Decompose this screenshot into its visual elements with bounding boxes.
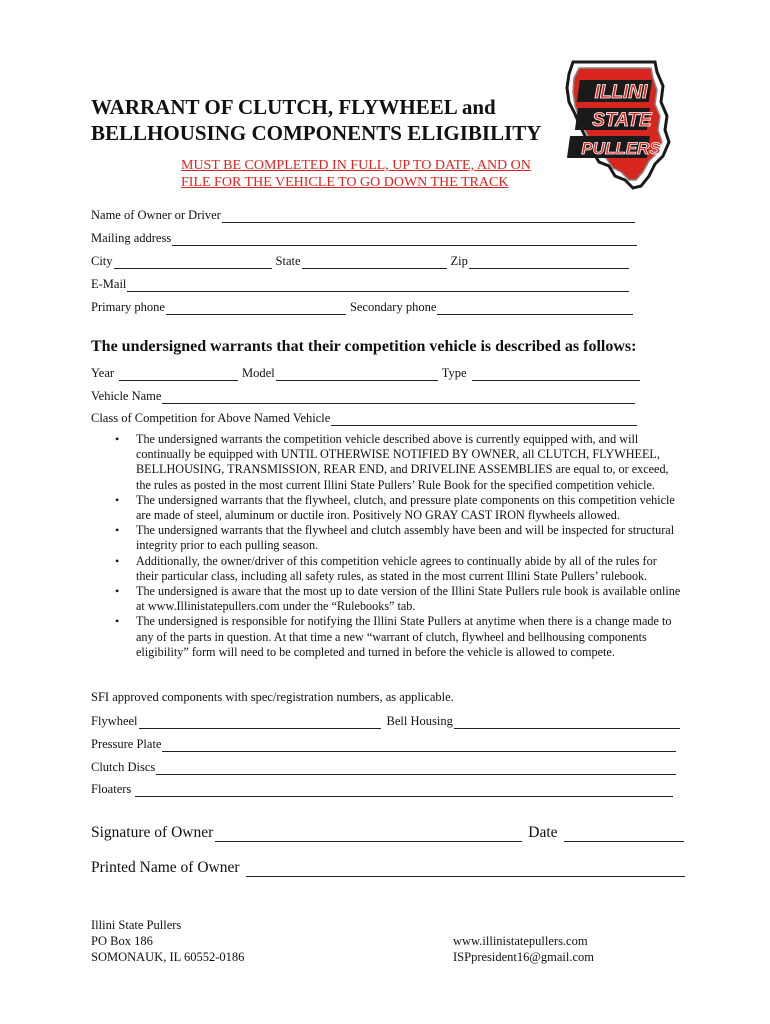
phone-row (91, 299, 633, 315)
flywheel-label: Flywheel (91, 714, 138, 728)
model-field[interactable] (276, 368, 438, 381)
mailing-address-label: Mailing address (91, 231, 172, 245)
clutch-discs-field[interactable] (156, 762, 676, 775)
logo-word-state: STATE (592, 110, 652, 131)
warranty-term-text: Additionally, the owner/driver of this competition vehicle agrees to continually abide by all of the rules for their particular class, including all safety rules, as stated in the most current Illini State Pullers’ rulebook. (136, 553, 657, 583)
footer-contact (453, 933, 594, 965)
city-label: City (91, 254, 113, 268)
mailing-address-row (91, 230, 637, 246)
bell-housing-group (387, 714, 680, 729)
email-field[interactable] (127, 279, 629, 292)
warranty-term (112, 432, 682, 493)
clutch-discs-label: Clutch Discs (91, 760, 156, 774)
warranty-term-text: The undersigned warrants the competition vehicle described above is currently equipped with, and will continually be equipped with UNTIL OTHERWISE NOTIFIED BY OWNER, all CLUTCH, FLYWHEEL, BELLHOUSING, TRANSMISSION, REAR END, and DRIVELINE ASSEMBLIES are equal to, or exceed, the rules as posted in the most current Illini State Pullers’ Rule Book for the specified competition vehicle. (136, 432, 669, 492)
city-group (91, 254, 272, 269)
competition-class-row (91, 410, 637, 426)
illinois-state-logo-graphic (559, 58, 677, 190)
date-label: Date (528, 824, 558, 841)
pressure-plate-field[interactable] (162, 739, 676, 752)
footer-website-link[interactable]: www.illinistatepullers.com (453, 934, 588, 948)
vehicle-name-label: Vehicle Name (91, 389, 162, 403)
state-field[interactable] (302, 256, 447, 269)
footer-org: Illini State Pullers (91, 918, 182, 932)
footer-email-link[interactable]: ISPpresident16@gmail.com (453, 950, 595, 964)
model-label: Model (242, 366, 275, 380)
secondary-phone-group (350, 300, 633, 315)
email-label: E-Mail (91, 277, 127, 291)
state-label: State (275, 254, 301, 268)
footer-address (91, 917, 244, 965)
footer-po-box: PO Box 186 (91, 934, 153, 948)
city-field[interactable] (114, 256, 272, 269)
date-field[interactable] (564, 825, 684, 842)
vehicle-name-row (91, 388, 635, 404)
bell-housing-field[interactable] (454, 716, 680, 729)
bell-housing-label: Bell Housing (386, 714, 453, 728)
signature-group (91, 824, 522, 842)
warranty-term-text: The undersigned is responsible for notifying the Illini State Pullers at anytime when there is a change made to any of the parts in question. At that time a new “warrant of clutch, flywheel and bellhousing components eligibility” form will need to be completed and turned in before the vehicle is allowed to compete. (136, 614, 672, 659)
competition-class-field[interactable] (331, 413, 637, 426)
notice-line-1: MUST BE COMPLETED IN FULL, UP TO DATE, AND ON (181, 158, 531, 173)
printed-name-row (91, 857, 685, 877)
warranty-term (112, 584, 682, 614)
logo-word-pullers: PULLERS (581, 139, 661, 158)
vehicle-section-heading: The undersigned warrants that their competition vehicle is described as follows: (91, 338, 637, 355)
title-line-1: WARRANT OF CLUTCH, FLYWHEEL and (91, 95, 496, 119)
bullet-icon: • (115, 432, 120, 446)
type-group (442, 366, 640, 381)
warranty-term-text: The undersigned is aware that the most up to date version of the Illini State Pullers rule book is available online at www.Illinistatepullers.com under the “Rulebooks” tab. (136, 584, 681, 614)
state-group (276, 254, 447, 269)
floaters-label: Floaters (91, 782, 132, 796)
floaters-field[interactable] (135, 784, 673, 797)
signature-row (91, 822, 684, 842)
owner-name-label: Name of Owner or Driver (91, 208, 221, 222)
city-state-zip-row (91, 253, 629, 269)
bullet-icon: • (115, 492, 120, 507)
year-field[interactable] (119, 368, 238, 381)
zip-group (451, 254, 629, 269)
owner-name-row (91, 207, 635, 223)
pressure-plate-row (91, 736, 676, 752)
logo-word-illini: ILLINI (594, 82, 648, 103)
warranty-term (112, 493, 682, 523)
title-line-2: BELLHOUSING COMPONENTS ELIGIBILITY (91, 121, 542, 145)
warranty-term-text: The undersigned warrants that the flywheel, clutch, and pressure plate components on this competition vehicle are made of steel, aluminum or ductile iron. Positively NO GRAY CAST IRON flywheels allowed. (136, 492, 675, 523)
primary-phone-group (91, 300, 346, 315)
clutch-discs-row (91, 759, 676, 775)
model-group (242, 366, 438, 381)
printed-name-field[interactable] (246, 860, 685, 877)
signature-field[interactable] (215, 825, 522, 842)
zip-field[interactable] (469, 256, 629, 269)
bullet-icon: • (115, 584, 120, 599)
document-title (91, 94, 541, 146)
flywheel-field[interactable] (139, 716, 381, 729)
competition-class-label: Class of Competition for Above Named Vehicle (91, 411, 331, 425)
flywheel-bellhousing-row (91, 713, 680, 729)
sfi-intro: SFI approved components with spec/registration numbers, as applicable. (91, 690, 454, 704)
warranty-term-text: The undersigned warrants that the flywheel and clutch assembly have been and will be inspected for structural integrity prior to each pulling season. (136, 523, 675, 553)
secondary-phone-label: Secondary phone (349, 300, 437, 314)
floaters-row (91, 781, 673, 797)
type-label: Type (441, 366, 467, 380)
primary-phone-field[interactable] (166, 302, 346, 315)
date-group (528, 824, 683, 842)
year-model-type-row (91, 365, 640, 381)
printed-name-label: Printed Name of Owner (91, 859, 240, 876)
warranty-terms-list (112, 432, 682, 660)
email-row (91, 276, 629, 292)
type-field[interactable] (472, 368, 640, 381)
zip-label: Zip (450, 254, 468, 268)
year-label: Year (91, 366, 115, 380)
secondary-phone-field[interactable] (437, 302, 633, 315)
bullet-icon: • (115, 523, 120, 538)
signature-label: Signature of Owner (91, 824, 214, 841)
owner-name-field[interactable] (222, 210, 635, 223)
completion-notice (181, 157, 531, 191)
bullet-icon: • (115, 553, 120, 568)
mailing-address-field[interactable] (172, 233, 637, 246)
footer-city-state-zip: SOMONAUK, IL 60552-0186 (91, 950, 245, 964)
flywheel-group (91, 714, 381, 729)
illini-state-pullers-logo (559, 58, 677, 190)
warranty-term (112, 523, 682, 553)
warranty-term (112, 554, 682, 584)
warranty-term (112, 614, 682, 660)
bullet-icon: • (115, 614, 120, 629)
vehicle-name-field[interactable] (162, 391, 635, 404)
notice-line-2: FILE FOR THE VEHICLE TO GO DOWN THE TRACK (181, 175, 509, 190)
pressure-plate-label: Pressure Plate (91, 737, 162, 751)
primary-phone-label: Primary phone (91, 300, 165, 314)
year-group (91, 366, 238, 381)
